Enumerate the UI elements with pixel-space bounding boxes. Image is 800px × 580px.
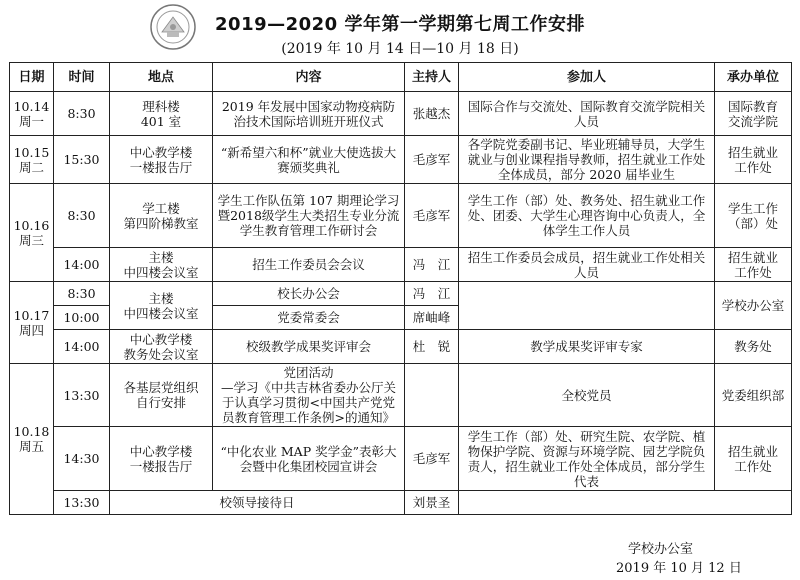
place-text: 中心教学楼 教务处会议室 (123, 331, 199, 362)
organizer-cell (715, 427, 792, 491)
schedule-table (9, 62, 792, 515)
column-header-time: 时间 (54, 63, 110, 92)
page-title: 2019—2020 学年第一学期第七周工作安排 (215, 14, 585, 35)
header-row (10, 63, 792, 92)
organizer-cell: 党委组织部 (715, 364, 792, 427)
place-cell (110, 427, 213, 491)
host-cell (405, 364, 459, 427)
date-cell (10, 92, 54, 136)
content-text: 党团活动 —学习《中共吉林省委办公厅关于认真学习贯彻<中国共产党党员教育管理工作条例>的通知》 (220, 365, 396, 425)
content-cell: 招生工作委员会会议 (213, 248, 405, 282)
table-row (10, 184, 792, 248)
host-cell: 毛彦军 (405, 136, 459, 184)
table-row (10, 248, 792, 282)
organizer-text: 学生工作 （部）处 (727, 200, 778, 231)
host-cell: 毛彦军 (405, 427, 459, 491)
content-cell: 党委常委会 (213, 306, 405, 330)
date-text: 10.18 周五 (13, 424, 50, 454)
date-cell (10, 364, 54, 515)
host-cell: 冯 江 (405, 282, 459, 306)
participants-cell: 教学成果奖评审专家 (459, 330, 715, 364)
time-cell: 14:00 (54, 248, 110, 282)
column-header-place: 地点 (110, 63, 213, 92)
organizer-cell (715, 136, 792, 184)
participants-cell (459, 491, 792, 515)
content-cell (213, 364, 405, 427)
time-cell: 13:30 (54, 491, 110, 515)
place-cell (110, 248, 213, 282)
date-text: 10.15 周二 (13, 144, 50, 175)
place-cell (110, 136, 213, 184)
time-cell: 10:00 (54, 306, 110, 330)
column-header-organizer: 承办单位 (715, 63, 792, 92)
content-cell: 校级教学成果奖评审会 (213, 330, 405, 364)
place-text: 中心教学楼 一楼报告厅 (129, 144, 193, 175)
place-text: 主楼 中四楼会议室 (123, 249, 199, 280)
place-cell (110, 330, 213, 364)
column-header-date: 日期 (10, 63, 54, 92)
host-cell: 张越杰 (405, 92, 459, 136)
organizer-text: 招生就业 工作处 (727, 443, 778, 474)
date-text: 10.16 周三 (13, 217, 50, 248)
column-header-host: 主持人 (405, 63, 459, 92)
organizer-text: 国际教育 交流学院 (727, 98, 778, 129)
place-text: 主楼 中四楼会议室 (123, 290, 199, 321)
place-cell (110, 282, 213, 330)
host-cell: 冯 江 (405, 248, 459, 282)
content-cell: 校领导接待日 (110, 491, 405, 515)
host-cell: 刘景圣 (405, 491, 459, 515)
place-text: 学工楼 第四阶梯教室 (123, 200, 199, 231)
organizer-text: 招生就业 工作处 (727, 144, 778, 175)
content-cell: 2019 年发展中国家动物疫病防治技术国际培训班开班仪式 (213, 92, 405, 136)
content-cell: 校长办公会 (213, 282, 405, 306)
table-row (10, 364, 792, 427)
content-cell: “中化农业 MAP 奖学金”表彰大会暨中化集团校园宣讲会 (213, 427, 405, 491)
participants-cell (459, 282, 715, 330)
table-row (10, 136, 792, 184)
column-header-participants: 参加人 (459, 63, 715, 92)
column-header-content: 内容 (213, 63, 405, 92)
footer-office: 学校办公室 (628, 542, 694, 557)
page-subtitle: (2019 年 10 月 14 日—10 月 18 日) (281, 41, 519, 57)
host-cell: 席岫峰 (405, 306, 459, 330)
date-cell (10, 184, 54, 282)
date-cell (10, 136, 54, 184)
participants-cell: 国际合作与交流处、国际教育交流学院相关人员 (459, 92, 715, 136)
host-cell: 杜 锐 (405, 330, 459, 364)
table-row (10, 330, 792, 364)
host-cell: 毛彦军 (405, 184, 459, 248)
participants-cell: 各学院党委副书记、毕业班辅导员，大学生就业与创业课程指导教师，招生就业工作处全体成员，部分 2020 届毕业生 (459, 136, 715, 184)
organizer-cell: 学校办公室 (715, 282, 792, 330)
organizer-cell: 教务处 (715, 330, 792, 364)
footer-date: 2019 年 10 月 12 日 (616, 561, 742, 576)
date-text: 10.17 周四 (13, 307, 50, 338)
organizer-cell (715, 248, 792, 282)
date-text: 10.14 周一 (13, 98, 50, 129)
table-row (10, 491, 792, 515)
place-cell (110, 184, 213, 248)
participants-cell: 全校党员 (459, 364, 715, 427)
time-cell: 8:30 (54, 282, 110, 306)
time-cell: 8:30 (54, 184, 110, 248)
place-text: 理科楼 401 室 (140, 98, 182, 129)
content-cell: “新希望六和杯”就业大使选拔大赛颁奖典礼 (213, 136, 405, 184)
table-row (10, 92, 792, 136)
participants-cell: 学生工作（部）处、研究生院、农学院、植物保护学院、资源与环境学院、园艺学院负责人，招生就业工作处全体成员，部分学生代表 (459, 427, 715, 491)
date-cell (10, 282, 54, 364)
time-cell: 14:00 (54, 330, 110, 364)
content-cell: 学生工作队伍第 107 期理论学习暨2018级学生大类招生专业分流学生教育管理工作研讨会 (213, 184, 405, 248)
time-cell: 13:30 (54, 364, 110, 427)
time-cell: 8:30 (54, 92, 110, 136)
place-text: 各基层党组织 自行安排 (123, 380, 199, 410)
organizer-cell (715, 92, 792, 136)
participants-cell: 学生工作（部）处、教务处、招生就业工作处、团委、大学生心理咨询中心负责人，全体学生工作人员 (459, 184, 715, 248)
place-text: 中心教学楼 一楼报告厅 (129, 443, 193, 474)
organizer-cell (715, 184, 792, 248)
table-row (10, 427, 792, 491)
time-cell: 14:30 (54, 427, 110, 491)
time-cell: 15:30 (54, 136, 110, 184)
table-row (10, 282, 792, 306)
participants-cell: 招生工作委员会成员，招生就业工作处相关人员 (459, 248, 715, 282)
place-cell (110, 364, 213, 427)
organizer-text: 招生就业 工作处 (727, 249, 778, 280)
place-cell (110, 92, 213, 136)
